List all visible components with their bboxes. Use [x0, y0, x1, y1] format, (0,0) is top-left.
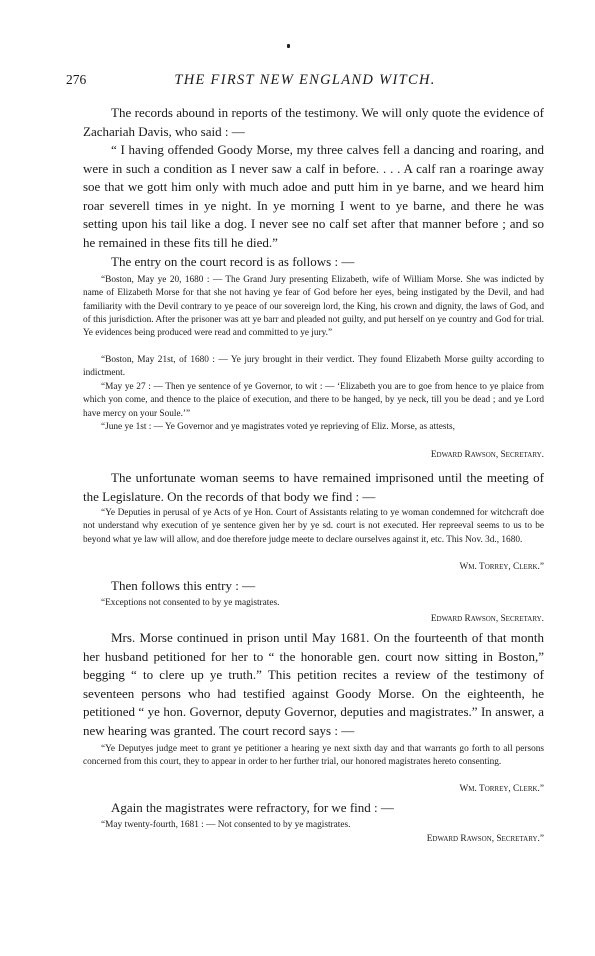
record-may-21: “Boston, May 21st, of 1680 : — Ye jury brought in their verdict. They found Elizabeth Morse guilty according to indictment.: [83, 355, 544, 379]
record-deputyes-hearing: “Ye Deputyes judge meet to grant ye petitioner a hearing ye next sixth day and that warrants go forth to all persons concerned from this court, they to appear in order to her further trial, our honored magistrates hereto consenting.: [83, 744, 544, 768]
record-may-27: “May ye 27 : — Then ye sentence of ye Governor, to wit : — ‘Elizabeth you are to goe from hence to ye plaice from which yon come, and thence to the plaice of execution, and there to be hanged, by ye neck, till you be dead ; and ye Lord have mercy on your Soule.’”: [83, 382, 544, 419]
running-title: THE FIRST NEW ENGLAND WITCH.: [174, 72, 436, 88]
paragraph-mrs-morse: Mrs. Morse continued in prison until May 1681. On the fourteenth of that month her husband petitioned for her to “ the honorable gen. court now sitting in Boston,” begging “ to clere up ye truth.” This petition recites a review of the testimony of seventeen persons who had testified against Goody Morse. On the eighteenth, he petitioned “ ye hon. Governor, deputy Governor, deputies and magistrates.” In answer, a new hearing was granted. The court record says : —: [83, 630, 544, 738]
record-deputies: “Ye Deputies in perusal of ye Acts of ye Hon. Court of Assistants relating to ye woman condemned for witchcraft doe not understand why execution of ye sentence given her by ye sd. court is not executed. Her repreeval seems to us to be beyond what ye law will allow, and doe therefore judge meete to declare ourselves against it, etc. This Nov. 3d., 1680.: [83, 508, 544, 545]
paragraph-records: The records abound in reports of the testimony. We will only quote the evidence of Zachariah Davis, who said : —: [83, 105, 544, 139]
running-header: [66, 72, 544, 90]
record-june-1: “June ye 1st : — Ye Governor and ye magistrates voted ye reprieving of Eliz. Morse, as attests,: [101, 422, 455, 432]
paragraph-legislature: The unfortunate woman seems to have remained imprisoned until the meeting of the Legislature. On the records of that body we find : —: [83, 470, 544, 504]
ink-speck: [287, 44, 290, 48]
paragraph-then-follows: Then follows this entry : —: [111, 578, 256, 593]
signature-rawson-3: Edward Rawson, Secretary.”: [426, 834, 544, 844]
signature-rawson: Edward Rawson, Secretary.: [430, 450, 544, 460]
record-exceptions: “Exceptions not consented to by ye magistrates.: [101, 598, 280, 608]
signature-torrey: Wm. Torrey, Clerk.”: [459, 562, 544, 572]
page-number: 276: [66, 72, 87, 87]
record-may-20: “Boston, May ye 20, 1680 : — The Grand Jury presenting Elizabeth, wife of William Morse. She was indicted by name of Elizabeth Morse for that she not having ye fear of God before her eyes, being instigated by the Devil, and had familiarity with the Devil contrary to ye peace of our sovereign lord, the King, his crown and dignity, the laws of God, and of this jurisdiction. After the prisoner was att ye barr and pleaded not guilty, and put herself on ye country and God for trial. Ye evidences being produced were read and committed to ye jury.”: [83, 275, 544, 339]
record-may-24: “May twenty-fourth, 1681 : — Not consented to by ye magistrates.: [101, 820, 351, 830]
paragraph-again: Again the magistrates were refractory, for we find : —: [111, 800, 394, 815]
signature-rawson-2: Edward Rawson, Secretary.: [430, 614, 544, 624]
signature-torrey-2: Wm. Torrey, Clerk.”: [459, 784, 544, 794]
paragraph-court-entry: The entry on the court record is as follows : —: [111, 254, 355, 269]
quote-zachariah-davis: “ I having offended Goody Morse, my three calves fell a dancing and roaring, and were in such a condition as I never saw a calf in before. . . . A calf ran a roaringe away soe that we gott him only with much adoe and putt him in ye barne, and we heard him roar severell times in ye night. In ye morning I went to ye barne, and there he was setting upon his tail like a dog. I never see no calf set after that manner before ; and so he remained in these fits till he died.”: [83, 142, 544, 250]
